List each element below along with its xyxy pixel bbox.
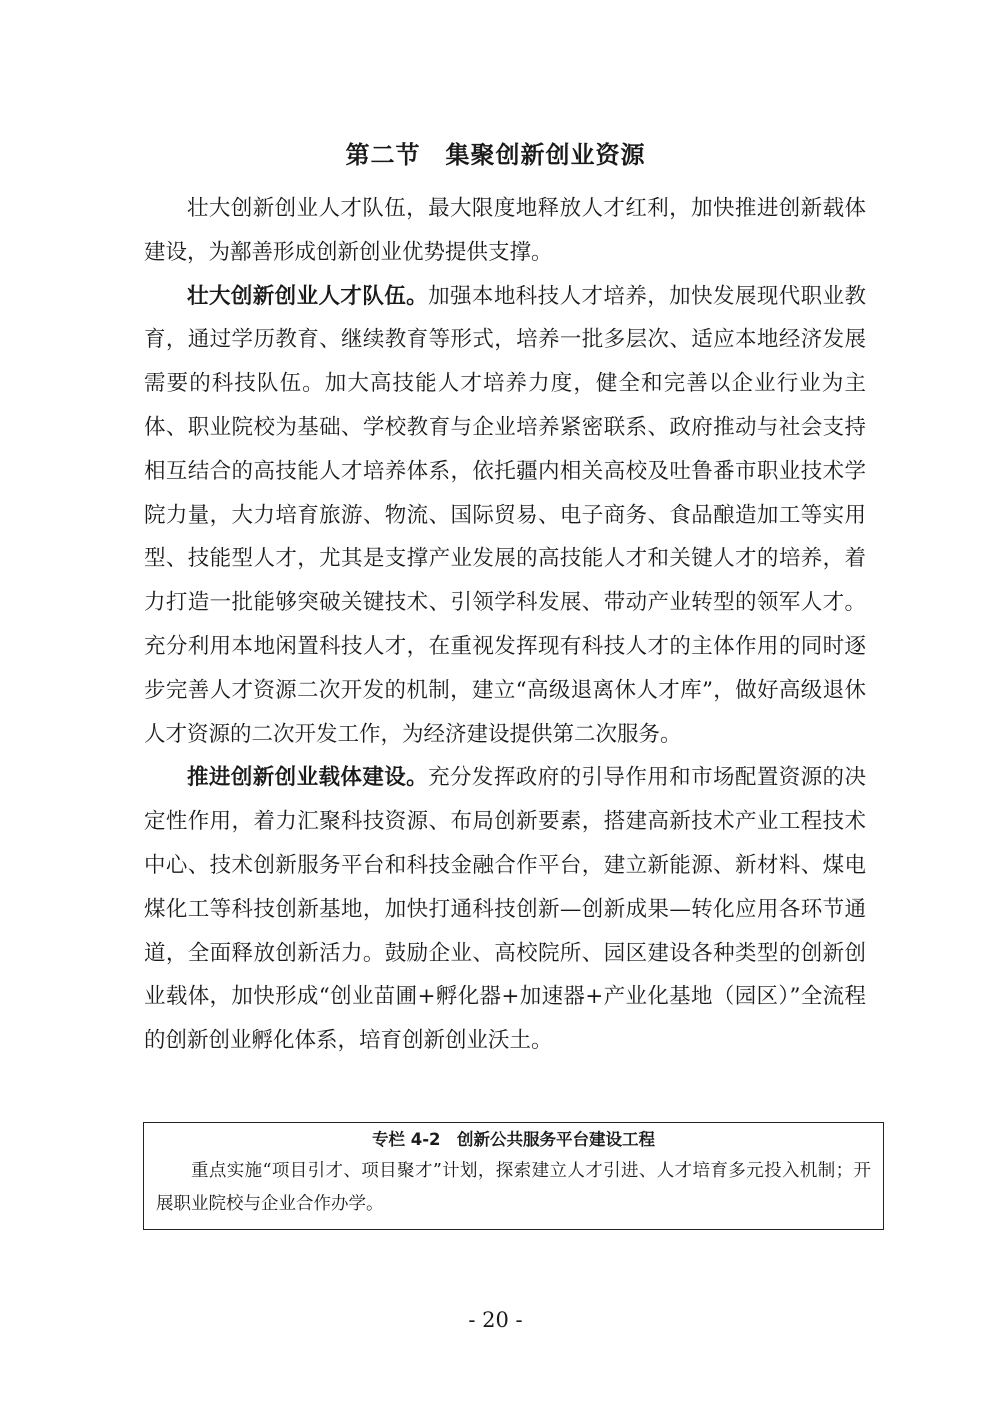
column-box-title: 专栏 4-2 创新公共服务平台建设工程 [371,1130,656,1149]
carrier-paragraph [144,756,866,1063]
column-box [143,1122,884,1230]
page-number: - 20 - [468,1308,523,1332]
body-text [144,187,866,1063]
talent-paragraph [144,275,866,757]
column-box-text: 重点实施“项目引才、项目聚才”计划，探索建立人才引进、人才培育多元投入机制；开展职业院校与企业合作办学。 [156,1161,871,1214]
section-title: 第二节 集聚创新创业资源 [345,141,646,169]
talent-paragraph-text: 加强本地科技人才培养，加快发展现代职业教育，通过学历教育、继续教育等形式，培养一批多层次、适应本地经济发展需要的科技队伍。加大高技能人才培养力度，健全和完善以企业行业为主体、职业院校为基础、学校教育与企业培养紧密联系、政府推动与社会支持相互结合的高技能人才培养体系，依托疆内相关高校及吐鲁番市职业技术学院力量，大力培育旅游、物流、国际贸易、电子商务、食品酿造加工等实用型、技能型人才，尤其是支撑产业发展的高技能人才和关键人才的培养，着力打造一批能够突破关键技术、引领学科发展、带动产业转型的领军人才。充分利用本地闲置科技人才，在重视发挥现有科技人才的主体作用的同时逐步完善人才资源二次开发的机制，建立“高级退离休人才库”，做好高级退休人才资源的二次开发工作，为经济建设提供第二次服务。 [144,283,866,747]
carrier-paragraph-lead: 推进创新创业载体建设。 [187,765,429,791]
carrier-paragraph-text: 充分发挥政府的引导作用和市场配置资源的决定性作用，着力汇聚科技资源、布局创新要素，搭建高新技术产业工程技术中心、技术创新服务平台和科技金融合作平台，建立新能源、新材料、煤电煤化工等科技创新基地，加快打通科技创新—创新成果—转化应用各环节通道，全面释放创新活力。鼓励企业、高校院所、园区建设各种类型的创新创业载体，加快形成“创业苗圃+孵化器+加速器+产业化基地（园区）”全流程的创新创业孵化体系，培育创新创业沃土。 [144,765,866,1054]
intro-paragraph: 壮大创新创业人才队伍，最大限度地释放人才红利，加快推进创新载体建设，为鄯善形成创新创业优势提供支撑。 [144,196,866,265]
talent-paragraph-lead: 壮大创新创业人才队伍。 [187,283,429,309]
